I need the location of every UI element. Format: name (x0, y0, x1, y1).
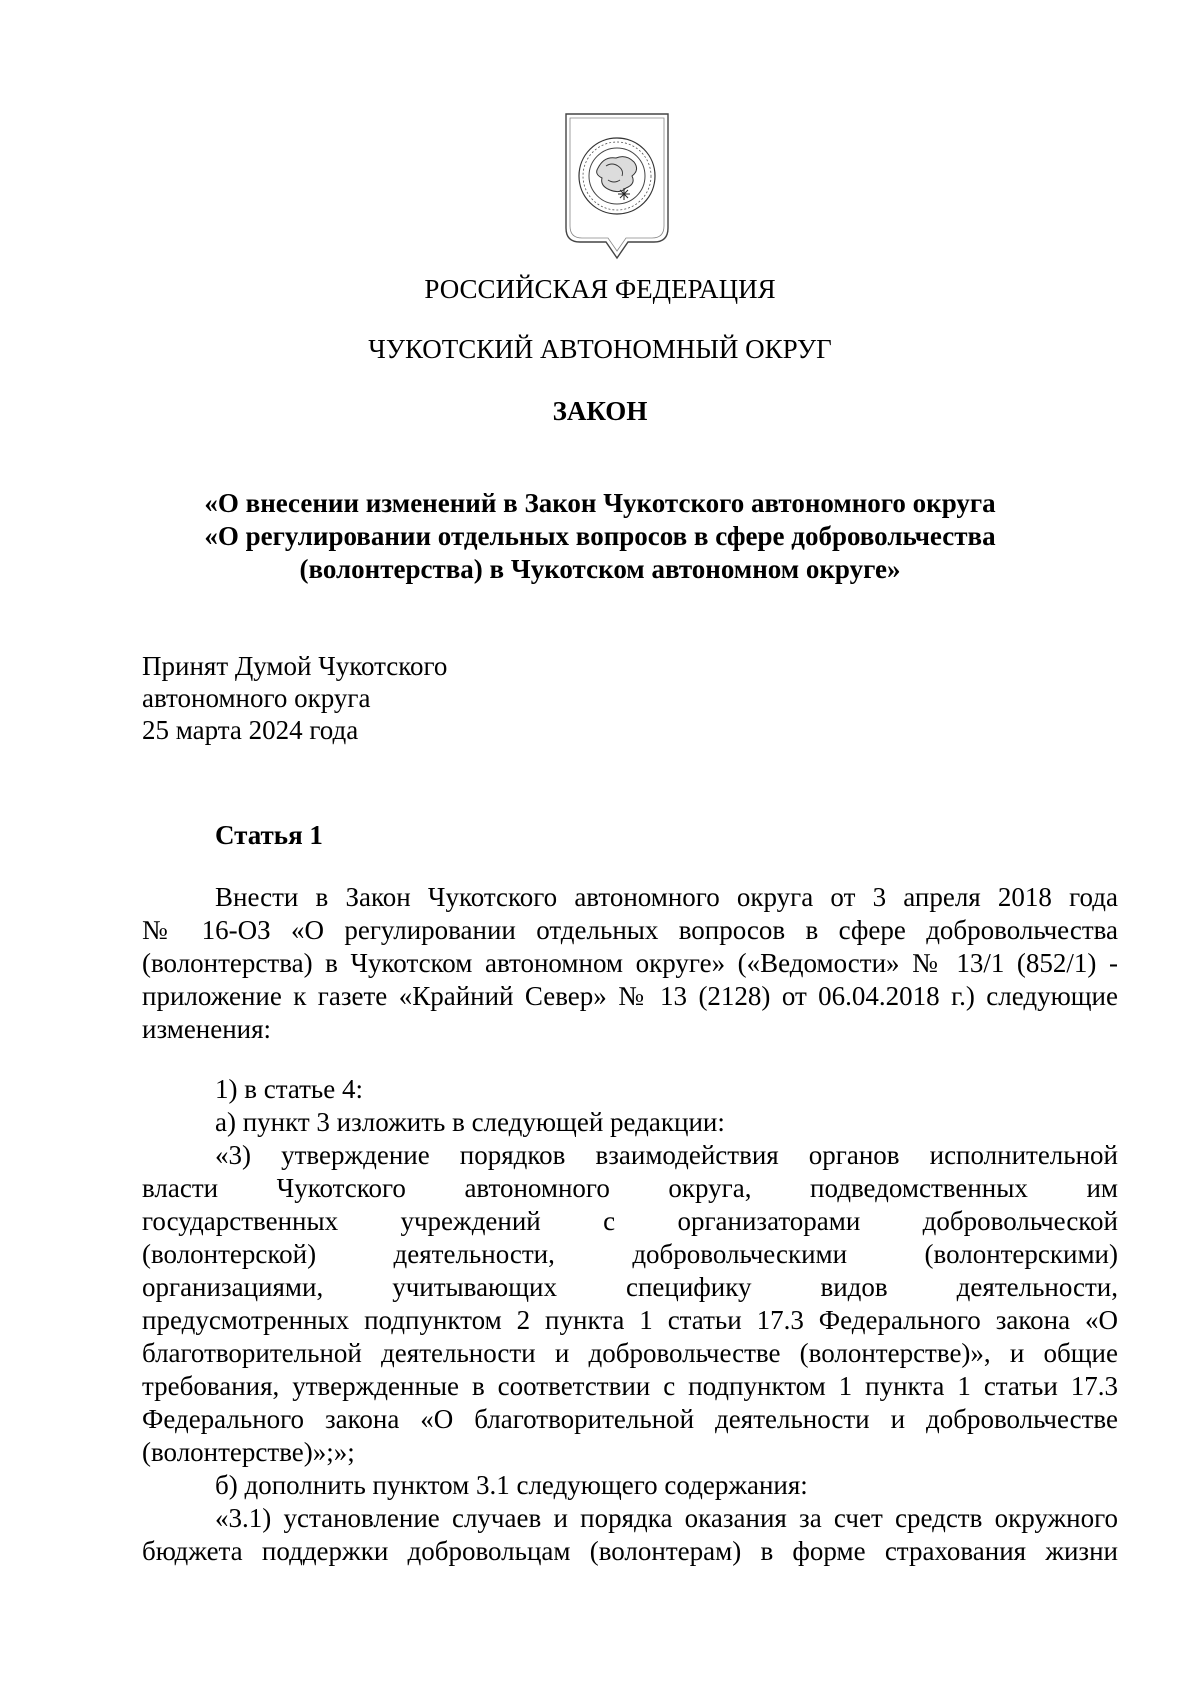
amendments-list (142, 1073, 1118, 1568)
coat-of-arms-emblem (562, 110, 672, 262)
adoption-info (142, 650, 447, 746)
law-title-line: (волонтерства) в Чукотском автономном округе» (299, 554, 901, 584)
text-line: «3) утверждение порядков взаимодействия органов исполнительной (215, 1140, 1118, 1170)
item-a: а) пункт 3 изложить в следующей редакции: (215, 1107, 725, 1137)
text-line: № 16-ОЗ «О регулировании отдельных вопросов в сфере добровольчества (142, 915, 1118, 945)
text-line: Внести в Закон Чукотского автономного округа от 3 апреля 2018 года (215, 882, 1118, 912)
adoption-line: автономного округа (142, 683, 371, 713)
document-type: ЗАКОН (552, 396, 648, 426)
text-line: приложение к газете «Крайний Север» № 13 (2128) от 06.04.2018 г.) следующие (142, 981, 1118, 1011)
adoption-line: Принят Думой Чукотского (142, 651, 448, 681)
text-line: (волонтерстве)»;»; (142, 1437, 355, 1467)
text-line: изменения: (142, 1014, 272, 1044)
text-line: организациями, учитывающих специфику видов деятельности, (142, 1272, 1118, 1302)
law-title (0, 487, 1200, 586)
law-title-line: «О регулировании отдельных вопросов в сфере добровольчества (204, 521, 996, 551)
article-intro-paragraph (142, 881, 1118, 1046)
text-line: требования, утвержденные в соответствии с подпунктом 1 пункта 1 статьи 17.3 (142, 1371, 1118, 1401)
text-line: (волонтерской) деятельности, добровольческими (волонтерскими) (142, 1239, 1118, 1269)
region-name: ЧУКОТСКИЙ АВТОНОМНЫЙ ОКРУГ (368, 334, 832, 364)
text-line: бюджета поддержки добровольцам (волонтерам) в форме страхования жизни (142, 1536, 1118, 1566)
text-line: «3.1) установление случаев и порядка оказания за счет средств окружного (215, 1503, 1118, 1533)
law-title-line: «О внесении изменений в Закон Чукотского автономного округа (204, 488, 996, 518)
article-heading: Статья 1 (215, 820, 323, 850)
country-name: РОССИЙСКАЯ ФЕДЕРАЦИЯ (424, 274, 776, 304)
text-line: предусмотренных подпунктом 2 пункта 1 статьи 17.3 Федерального закона «О (142, 1305, 1118, 1335)
text-line: власти Чукотского автономного округа, подведомственных им (142, 1173, 1118, 1203)
text-line: (волонтерства) в Чукотском автономном округе» («Ведомости» № 13/1 (852/1) - (142, 948, 1118, 978)
item-1: 1) в статье 4: (215, 1074, 363, 1104)
text-line: Федерального закона «О благотворительной деятельности и добровольчестве (142, 1404, 1118, 1434)
text-line: благотворительной деятельности и добровольчестве (волонтерстве)», и общие (142, 1338, 1118, 1368)
adoption-line: 25 марта 2024 года (142, 715, 359, 745)
item-b: б) дополнить пунктом 3.1 следующего содержания: (215, 1470, 808, 1500)
text-line: государственных учреждений с организаторами добровольческой (142, 1206, 1118, 1236)
